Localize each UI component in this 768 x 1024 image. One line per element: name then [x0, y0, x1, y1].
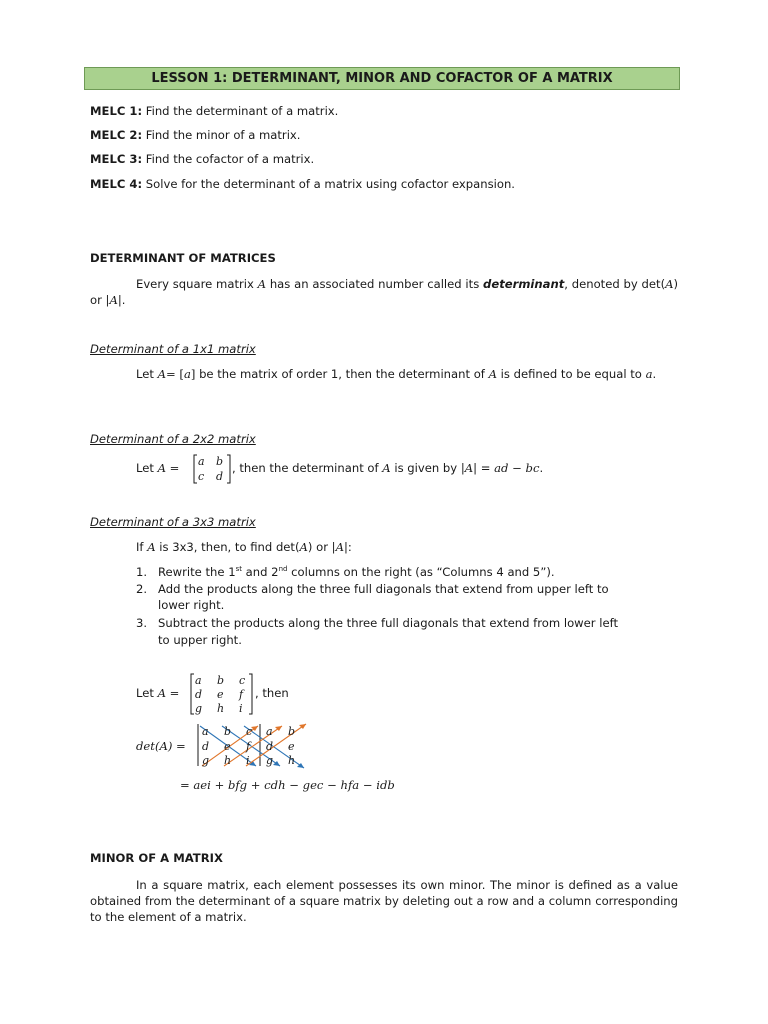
matrix-entry: a — [198, 455, 205, 468]
math-symbol: ] — [190, 367, 196, 381]
ordinal-suffix: nd — [278, 565, 288, 574]
text-run: be the matrix of order 1, then the determinant of — [195, 367, 489, 381]
text-run: Rewrite the 1 — [158, 565, 236, 579]
determinant-intro — [90, 276, 678, 308]
subheading-1x1: Determinant of a 1x1 matrix — [90, 342, 256, 356]
matrix-entry: a — [202, 725, 209, 738]
text-run: is given by | — [390, 461, 465, 475]
math-lhs: A = — [157, 461, 180, 475]
repeat-entry: e — [288, 740, 295, 753]
text-run: , denoted by det( — [564, 277, 666, 291]
step-3-line-1: Subtract the products along the three full diagonals that extend from lower left — [158, 616, 619, 630]
text-run: Every square matrix — [136, 277, 258, 291]
text-run: , then the determinant of — [232, 461, 383, 475]
matrix-entry: i — [246, 754, 250, 767]
matrix-entry: f — [239, 688, 244, 701]
minor-paragraph: In a square matrix, each element possesses its own minor. The minor is defined as a value obtained from the determinant of a square matrix by deleting out a row and a column corresponding to the element of a matrix. — [90, 878, 678, 924]
text-run: ) or | — [90, 277, 679, 307]
step-3-line-2: to upper right. — [158, 633, 242, 647]
math-var: A — [665, 277, 674, 291]
melc-3 — [90, 152, 314, 166]
step-number: 3. — [136, 616, 148, 630]
three-by-three-matrix — [189, 672, 255, 716]
matrix-entry: c — [239, 674, 246, 687]
matrix-entry: c — [198, 470, 205, 483]
text-run: . — [539, 461, 544, 475]
matrix-entry: d — [216, 470, 224, 483]
matrix-entry: h — [217, 702, 225, 715]
repeat-entry: d — [266, 740, 274, 753]
step-2-line-2: lower right. — [158, 598, 225, 612]
matrix-entry: a — [195, 674, 202, 687]
melc-4 — [90, 177, 515, 191]
melc-label: MELC 4: — [90, 177, 143, 191]
melc-label: MELC 3: — [90, 152, 143, 166]
lesson-title-banner: LESSON 1: DETERMINANT, MINOR AND COFACTOR OF A MATRIX — [84, 67, 680, 90]
repeat-entry: b — [288, 725, 296, 738]
repeat-entry: a — [266, 725, 273, 738]
sarrus-diagram — [196, 722, 336, 770]
text-run: |. — [117, 293, 126, 307]
step-2-line-1: Add the products along the three full diagonals that extend from upper left to — [158, 582, 609, 596]
matrix-entry: b — [224, 725, 232, 738]
melc-1 — [90, 104, 338, 118]
step-number: 2. — [136, 582, 148, 596]
math-var: A — [299, 540, 308, 554]
two-by-two-formula-line — [232, 461, 543, 475]
math-var: a — [183, 367, 191, 381]
text-run: has an associated number called its — [266, 277, 484, 291]
text-run: |: — [343, 540, 352, 554]
melc-text: Solve for the determinant of a matrix using cofactor expansion. — [145, 177, 515, 191]
repeat-entry: g — [266, 754, 274, 767]
melc-text: Find the cofactor of a matrix. — [145, 152, 315, 166]
text-run: If — [136, 540, 148, 554]
three-by-three-intro — [136, 540, 352, 554]
matrix-entry: g — [202, 754, 210, 767]
math-var: A — [257, 277, 267, 291]
section-heading-minor: MINOR OF A MATRIX — [90, 851, 223, 865]
matrix-entry: c — [246, 725, 253, 738]
text-run: is defined to be equal to — [496, 367, 646, 381]
sarrus-result: = aei + bfg + cdh − gec − hfa − idb — [180, 778, 395, 792]
one-by-one-definition — [90, 366, 678, 382]
math-var: A — [382, 461, 391, 475]
melc-text: Find the minor of a matrix. — [145, 128, 301, 142]
text-run: Let — [136, 461, 158, 475]
matrix-entry: e — [224, 740, 231, 753]
math-lhs: A = — [157, 686, 180, 700]
text-run: Let — [136, 686, 158, 700]
math-var: a — [645, 367, 653, 381]
three-by-three-let — [136, 686, 179, 700]
matrix-entry: h — [224, 754, 232, 767]
text-run: is 3x3, then, to find det( — [155, 540, 300, 554]
melc-label: MELC 1: — [90, 104, 143, 118]
melc-text: Find the determinant of a matrix. — [145, 104, 339, 118]
determinant-term: determinant — [483, 277, 565, 291]
text-run: . — [652, 367, 657, 381]
determinant-formula: ad − bc — [494, 461, 540, 475]
repeat-entry: h — [288, 754, 296, 767]
step-number: 1. — [136, 565, 148, 579]
det-expression: det(A) = — [136, 739, 186, 753]
melc-2 — [90, 128, 300, 142]
math-var: A — [335, 540, 344, 554]
matrix-entry: i — [239, 702, 243, 715]
matrix-entry: g — [195, 702, 203, 715]
subheading-2x2: Determinant of a 2x2 matrix — [90, 432, 256, 446]
math-var: A — [157, 367, 166, 381]
matrix-entry: b — [216, 455, 224, 468]
melc-label: MELC 2: — [90, 128, 143, 142]
math-symbol: = [ — [166, 367, 184, 381]
math-var: A — [488, 367, 497, 381]
two-by-two-matrix — [192, 453, 232, 485]
step-1-text — [158, 565, 555, 579]
text-run: columns on the right (as “Columns 4 and 5”). — [287, 565, 555, 579]
text-run: ) or | — [307, 540, 336, 554]
matrix-entry: e — [217, 688, 224, 701]
section-heading-determinant: DETERMINANT OF MATRICES — [90, 251, 276, 265]
matrix-entry: b — [217, 674, 225, 687]
ordinal-suffix: st — [235, 565, 242, 574]
math-var: A — [147, 540, 156, 554]
det-label — [136, 739, 186, 753]
subheading-3x3: Determinant of a 3x3 matrix — [90, 515, 256, 529]
three-by-three-then: , then — [255, 686, 289, 700]
matrix-entry: f — [246, 740, 251, 753]
text-run: Let — [136, 367, 158, 381]
math-var: A — [464, 461, 474, 475]
math-var: A — [109, 293, 118, 307]
text-run: | = — [473, 461, 495, 475]
matrix-entry: d — [195, 688, 203, 701]
text-run: and 2 — [242, 565, 279, 579]
two-by-two-let — [136, 461, 179, 475]
matrix-entry: d — [202, 740, 210, 753]
